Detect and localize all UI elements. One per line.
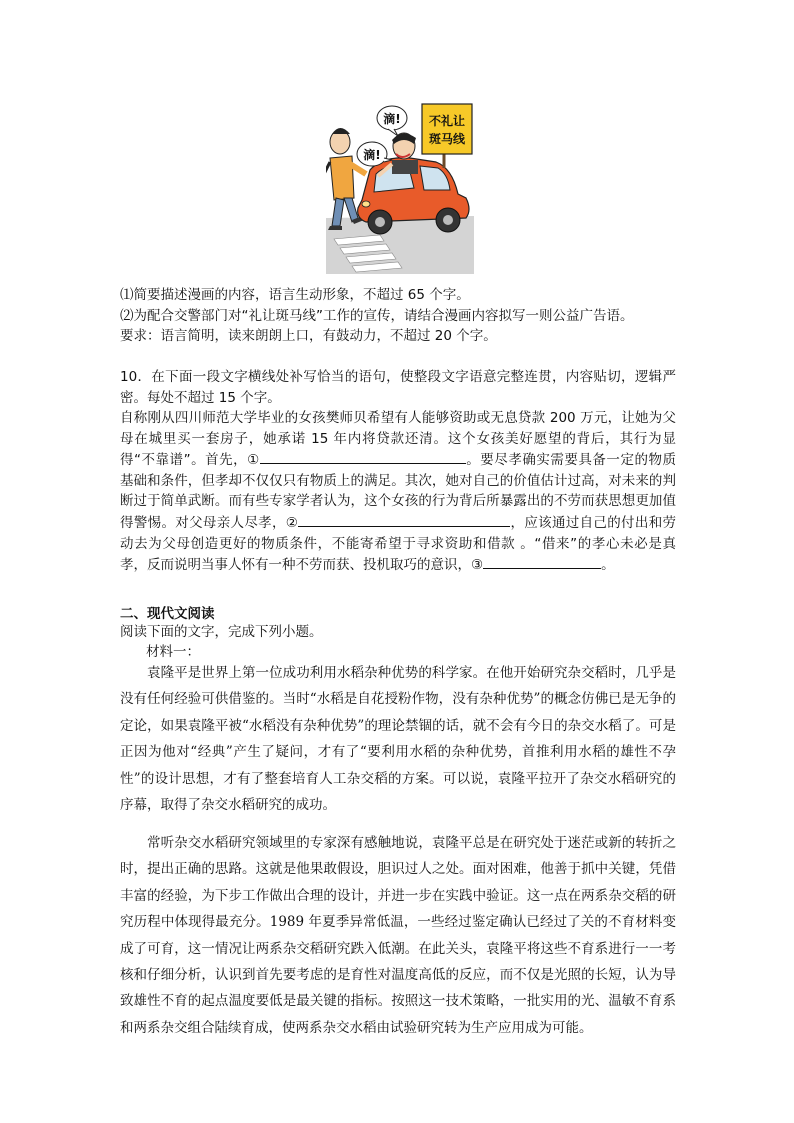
bubble-text-1: 滴! — [383, 112, 401, 126]
q9-requirement: 要求：语言简明，读来朗朗上口，有鼓动力，不超过 20 个字。 — [120, 328, 497, 344]
q10-text-1: 自称刚从四川师范大学毕业的女孩樊师贝希望有人能够资助或无息贷款 200 万元，让她为父母在城里买一套房子，她承诺 15 年内将贷款还清。这个女孩美好愿望的背后，其行为显得“不靠谱”。首先，① — [120, 410, 676, 469]
section-title: 二、现代文阅读 — [120, 606, 215, 622]
material-paragraph-1: 袁隆平是世界上第一位成功利用水稻杂种优势的科学家。在他开始研究杂交稻时，几乎是没有任何经验可供借鉴的。当时“水稻是自花授粉作物，没有杂种优势”的概念仿佛已是无争的定论，如果袁隆平被“水稻没有杂种优势”的理论禁锢的话，就不会有今日的杂交水稻了。可是正因为他对“经典”产生了疑问，才有了“要利用水稻的杂种优势，首推利用水稻的雄性不孕性”的设计思想，才有了整套培育人工杂交稻的方案。可以说，袁隆平拉开了杂交水稻研究的序幕，取得了杂交水稻研究的成功。 — [120, 665, 676, 814]
material-label: 材料一： — [146, 644, 200, 660]
q10-text-4: 。 — [601, 557, 615, 574]
sign-text-line1: 不礼让 — [428, 114, 466, 128]
q9-part1: ⑴简要描述漫画的内容，语言生动形象，不超过 65 个字。 — [120, 287, 470, 303]
q10-text-2: 。要尽孝确实需要具备一定的物质基础和条件，但孝却不仅仅只有物质上的满足。其次，她对自己的价值估计过高，对未来的判断过于简单武断。而有些专家学者认为，这个女孩的行为背后所暴露出的不劳而获思想更加值得警惕。对父母亲人尽孝，② — [120, 452, 676, 531]
section-instruction: 阅读下面的文字，完成下列小题。 — [120, 624, 323, 640]
q10-stem: 10．在下面一段文字横线处补写恰当的语句，使整段文字语意完整连贯，内容贴切，逻辑严密。每处不超过 15 个字。 — [120, 369, 676, 406]
q10-text-3: ，应该通过自己的付出和劳动去为父母创造更好的物质条件，不能寄希望于寻求资助和借款 。“借来”的孝心未必是真孝，反而说明当事人怀有一种不劳而获、投机取巧的意识，③ — [120, 514, 677, 574]
material-paragraph-2: 常听杂交水稻研究领域里的专家深有感触地说，袁隆平总是在研究处于迷茫或新的转折之时，提出正确的思路。这就是他果敢假设，胆识过人之处。面对困难，他善于抓中关键，凭借丰富的经验，为下步工作做出合理的设计，并进一步在实践中验证。这一点在两系杂交稻的研究历程中体现得最充分。1989 年夏季异常低温，一些经过鉴定确认已经过了关的不育材料变成了可育，这一情况让两系杂交稻研究跌入低潮。在此关头，袁隆平将这些不育系进行一一考核和仔细分析，认识到首先要考虑的是育性对温度高低的反应，而不仅是光照的长短，认为导致雄性不育的起点温度要低是最关键的指标。按照这一技术策略，一批实用的光、温敏不育系和两系杂交组合陆续育成，使两系杂交水稻由试验研究转为生产应用成为可能。 — [120, 835, 676, 1036]
bubble-text-2: 滴! — [363, 148, 381, 162]
q9-part2: ⑵为配合交警部门对“礼让斑马线”工作的宣传，请结合漫画内容拟写一则公益广告语。 — [120, 308, 634, 324]
answer-blank-2[interactable] — [298, 512, 510, 527]
answer-blank-3[interactable] — [483, 554, 601, 569]
q10-passage — [120, 408, 676, 576]
cartoon-illustration — [326, 98, 474, 274]
sign-text-line2: 斑马线 — [428, 132, 466, 146]
answer-blank-1[interactable] — [260, 449, 466, 464]
